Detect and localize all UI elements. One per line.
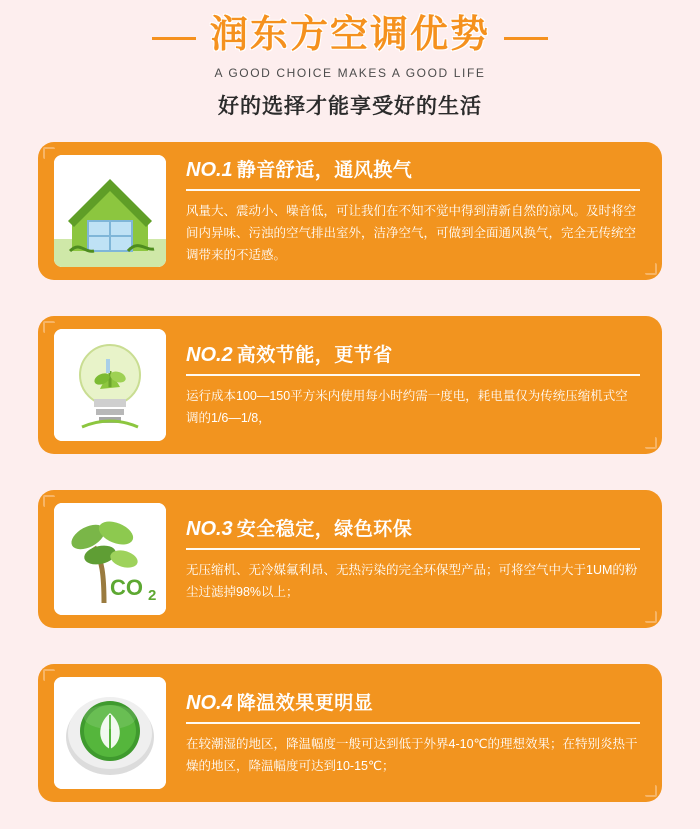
advantage-card (38, 316, 662, 454)
card-description: 在较潮湿的地区，降温幅度一般可达到低于外界4-10℃的理想效果；在特别炎热干燥的地区，降温幅度可达到10-15℃； (186, 736, 638, 773)
card-title-text: 安全稳定，绿色环保 (236, 518, 413, 540)
card-thumbnail (54, 329, 166, 441)
card-thumbnail (54, 155, 166, 267)
card-title-text: 降温效果更明显 (236, 692, 374, 714)
card-body (166, 688, 646, 778)
eco-lightbulb-icon (54, 329, 166, 441)
card-thumbnail (54, 503, 166, 615)
card-divider (186, 374, 640, 376)
advantage-card (38, 490, 662, 628)
card-number: NO.2 (186, 343, 233, 366)
page-subtitle-cn: 好的选择才能享受好的生活 (218, 94, 482, 118)
card-number: NO.3 (186, 517, 233, 540)
card-number: NO.4 (186, 691, 233, 714)
svg-text:CO: CO (110, 574, 143, 600)
svg-text:2: 2 (148, 586, 157, 604)
card-title (186, 155, 640, 182)
card-description: 无压缩机、无冷媒氟利昂、无热污染的完全环保型产品；可将空气中大于1UM的粉尘过滤掉98%以上； (186, 562, 638, 599)
card-title-text: 高效节能，更节省 (236, 344, 393, 366)
card-description: 运行成本100—150平方米内使用每小时约需一度电，耗电量仅为传统压缩机式空调的1/6—1/8， (186, 388, 628, 425)
card-thumbnail (54, 677, 166, 789)
card-description: 风量大、震动小、噪音低，可让我们在不知不觉中得到清新自然的凉风。及时将空间内异味、污浊的空气排出室外，洁净空气，可做到全面通风换气，完全无传统空调带来的不适感。 (186, 203, 637, 262)
card-divider (186, 722, 640, 724)
green-house-icon (54, 155, 166, 267)
card-body (166, 514, 646, 604)
advantage-card (38, 664, 662, 802)
page-subtitle-en: A GOOD CHOICE MAKES A GOOD LIFE (214, 65, 486, 80)
card-title (186, 514, 640, 541)
card-divider (186, 189, 640, 191)
advantage-card-list (0, 142, 700, 802)
card-title (186, 688, 640, 715)
green-leaf-button-icon (54, 677, 166, 789)
card-title-text: 静音舒适，通风换气 (236, 159, 413, 181)
advantage-card (38, 142, 662, 280)
card-body (166, 340, 646, 430)
page-title: 润东方空调优势 (209, 14, 490, 56)
card-number: NO.1 (186, 158, 233, 181)
card-body (166, 155, 646, 267)
co2-plant-icon (54, 503, 166, 615)
card-title (186, 340, 640, 367)
page-header (0, 0, 700, 120)
card-divider (186, 548, 640, 550)
